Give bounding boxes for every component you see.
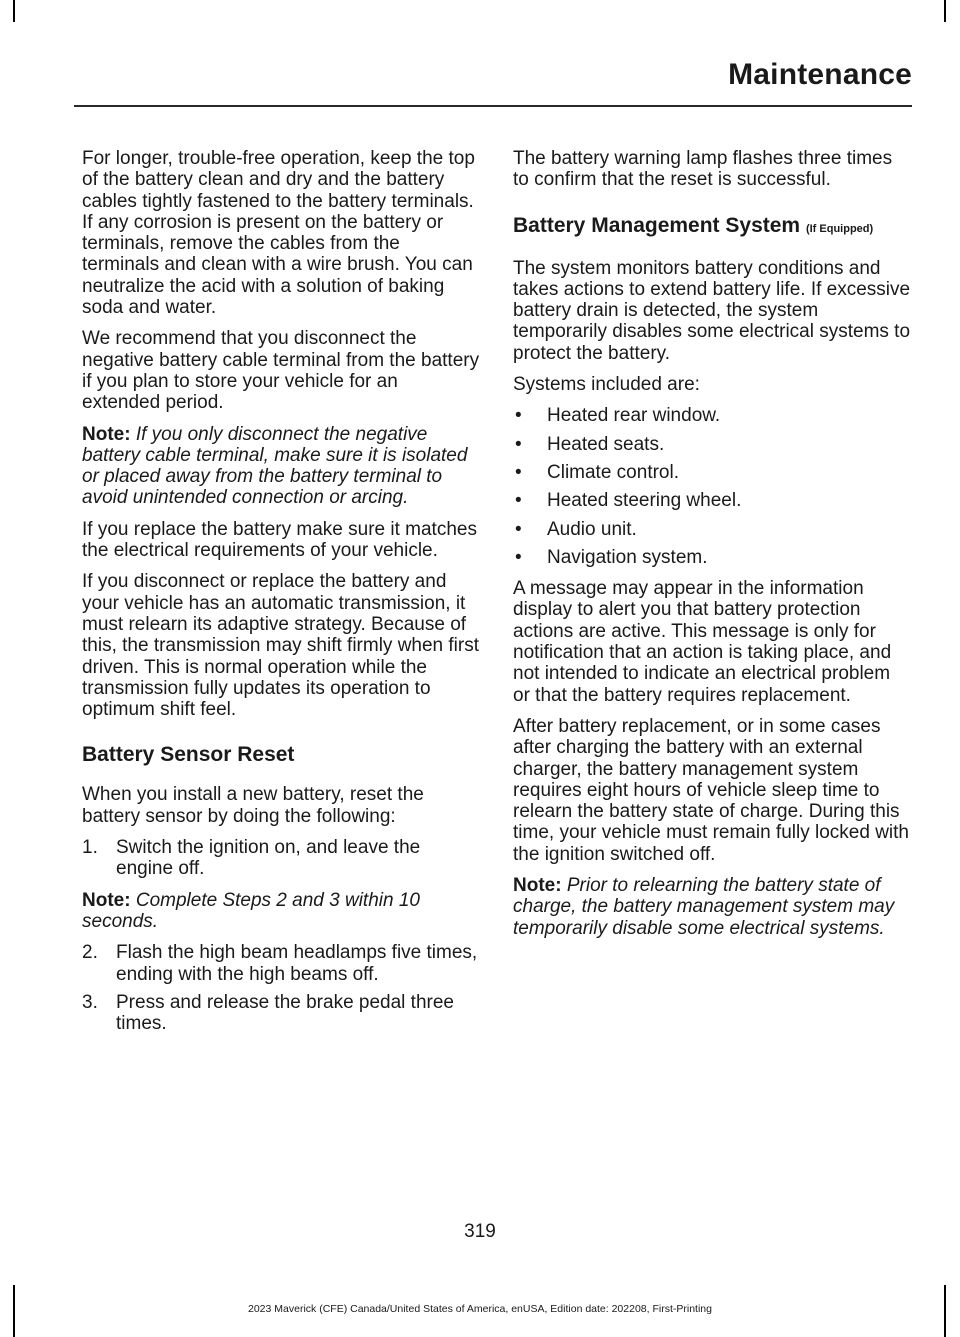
note-label: Note: — [513, 875, 562, 897]
note-steps-timing — [82, 890, 480, 933]
note-label: Note: — [82, 423, 131, 445]
note-label: Note: — [82, 889, 131, 911]
step-number: 1. — [82, 837, 98, 859]
step-text: Press and release the brake pedal three times. — [116, 991, 454, 1035]
reset-steps-part1 — [82, 837, 480, 880]
paragraph-information-display: A message may appear in the information display to alert you that battery protection actions are active. This message is only for notification that an action is taking place, and not intended to indicate an electrical problem or that the battery requires replacement. — [513, 578, 892, 706]
list-item — [513, 405, 911, 426]
heading-battery-sensor-reset: Battery Sensor Reset — [82, 743, 295, 767]
note-disconnect — [82, 424, 480, 509]
step-number: 3. — [82, 991, 98, 1013]
paragraph-reset-intro: When you install a new battery, reset the battery sensor by doing the following: — [82, 784, 424, 827]
left-column — [82, 148, 480, 1044]
step-text: Flash the high beam headlamps five times, ending with the high beams off. — [116, 942, 478, 985]
note-relearning — [513, 875, 911, 939]
bullet: • — [515, 461, 522, 483]
list-item-text: Heated steering wheel. — [547, 490, 742, 512]
list-item — [513, 462, 911, 483]
page-number: 319 — [464, 1221, 496, 1242]
heading-if-equipped: (If Equipped) — [805, 222, 874, 235]
bullet: • — [515, 405, 522, 427]
list-item — [82, 942, 480, 985]
paragraph-systems-included: Systems included are: — [513, 374, 700, 396]
list-item-text: Navigation system. — [547, 546, 708, 568]
list-item-text: Heated rear window. — [547, 405, 721, 427]
note-text: If you only disconnect the negative battery cable terminal, make sure it is isolated or placed away from the battery terminal to avoid unintended connection or arcing. — [82, 423, 468, 509]
bullet: • — [515, 546, 522, 568]
step-text: Switch the ignition on, and leave the engine off. — [116, 837, 421, 880]
paragraph-transmission: If you disconnect or replace the battery and your vehicle has an automatic transmission, it must relearn its adaptive strategy. Because of this, the transmission may shift firmly when first driven. This is normal operation while the transmission fully updates its operation to optimum shift feel. — [82, 571, 479, 721]
list-item — [513, 519, 911, 540]
paragraph-after-replacement: After battery replacement, or in some cases after charging the battery with an external charger, the battery management system requires eight hours of vehicle sleep time to relearn the battery state of charge. During this time, your vehicle must remain fully locked with the ignition switched off. — [513, 715, 909, 865]
footer-edition-info: 2023 Maverick (CFE) Canada/United States of America, enUSA, Edition date: 202208, First-Printing — [248, 1303, 712, 1315]
list-item-text: Audio unit. — [547, 518, 637, 540]
note-text: Prior to relearning the battery state of charge, the battery management system may temporarily disable some electrical systems. — [513, 875, 895, 939]
paragraph-replace: If you replace the battery make sure it matches the electrical requirements of your vehicle. — [82, 518, 477, 562]
heading-text: Battery Management System — [513, 213, 801, 237]
step-number: 2. — [82, 942, 98, 964]
list-item — [513, 547, 911, 568]
bullet: • — [515, 433, 522, 455]
bullet: • — [515, 490, 522, 512]
paragraph-battery-care: For longer, trouble-free operation, keep the top of the battery clean and dry and the battery cables tightly fastened to the battery terminals. If any corrosion is present on the battery or terminals, remove the cables from the terminals and clean with a wire brush. You can neutralize the acid with a solution of baking soda and water. — [82, 148, 475, 319]
crop-mark-top-left — [13, 0, 15, 22]
heading-battery-management-system — [513, 213, 911, 242]
bullet: • — [515, 518, 522, 540]
list-item-text: Climate control. — [547, 461, 679, 483]
crop-mark-top-right — [944, 0, 946, 22]
list-item — [82, 992, 480, 1035]
list-item — [513, 490, 911, 511]
right-column — [513, 148, 911, 949]
paragraph-storage: We recommend that you disconnect the negative battery cable terminal from the battery if you plan to store your vehicle for an extended period. — [82, 328, 480, 414]
page-header-title: Maintenance — [728, 58, 912, 91]
list-item — [82, 837, 480, 880]
list-item-text: Heated seats. — [547, 433, 665, 455]
header-divider — [74, 105, 912, 107]
paragraph-system-monitors: The system monitors battery conditions and takes actions to extend battery life. If excessive battery drain is detected, the system temporarily disables some electrical systems to protect the battery. — [513, 257, 911, 364]
reset-steps-part2 — [82, 942, 480, 1034]
note-text: Complete Steps 2 and 3 within 10 seconds. — [82, 889, 420, 932]
systems-list — [513, 405, 911, 568]
list-item — [513, 434, 911, 455]
paragraph-warning-lamp: The battery warning lamp flashes three times to confirm that the reset is successful. — [513, 148, 893, 191]
